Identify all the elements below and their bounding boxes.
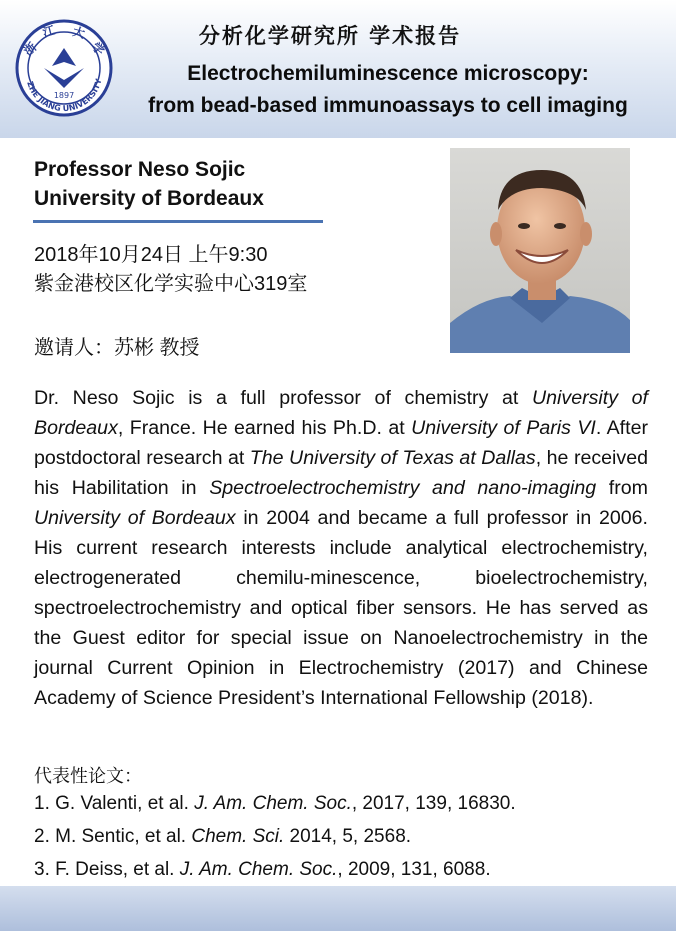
svg-text:学: 学 [89,39,108,59]
text-run: , he received his Habilitation in [34,447,648,499]
svg-text:浙: 浙 [20,39,40,59]
institute-heading: 分析化学研究所 学术报告 [198,23,462,48]
publications-heading: 代表性论文： [34,766,142,786]
svg-text:ZHE JIANG UNIVERSITY: ZHE JIANG UNIVERSITY [25,77,104,114]
text-run: , 2017, 139, 16830. [351,793,516,814]
text-run: 3. F. Deiss, et al. [34,859,180,880]
svg-text:江: 江 [41,23,57,40]
portrait-photo-icon [450,148,630,353]
speaker-affiliation: University of Bordeaux [34,187,264,210]
talk-title-line2: from bead-based immunoassays to cell imaging [148,94,628,117]
text-run: 2. M. Sentic, et al. [34,826,192,847]
svg-text:大: 大 [71,24,87,42]
divider-rule [33,220,323,223]
event-location: 紫金港校区化学实验中心319室 [34,273,308,295]
text-run: 2014, 5, 2568. [284,826,412,847]
italic-text: The University of Texas at Dallas [249,447,536,469]
italic-text: J. Am. Chem. Soc. [179,859,338,880]
speaker-name: Professor Neso Sojic [34,158,246,181]
italic-text: J. Am. Chem. Soc. [194,793,352,814]
publication-item [34,825,516,858]
footer-band [0,886,676,931]
speaker-bio [34,383,648,713]
publication-list [34,792,516,891]
event-info [34,241,307,299]
text-run: , 2009, 131, 6088. [337,859,491,880]
event-date-time: 2018年10月24日 上午9:30 [34,244,268,266]
zju-seal-icon [14,18,114,118]
talk-title-line1: Electrochemiluminescence microscopy: [187,62,589,85]
italic-text: University of Bordeaux [34,507,236,529]
speaker-photo [450,148,630,353]
text-run: from [596,477,648,499]
text-run: Dr. Neso Sojic is a full professor of chemistry at [34,387,532,409]
italic-text: University of Bordeaux [34,387,648,439]
speaker-block [34,155,264,213]
text-run: . After postdoctoral research at [34,417,648,469]
svg-text:1897: 1897 [53,91,75,100]
italic-text: University of Paris VI [411,417,596,439]
event-inviter: 邀请人：苏彬 教授 [34,337,200,359]
text-run: , France. He earned his Ph.D. at [117,417,412,439]
text-run: 1. G. Valenti, et al. [34,793,195,814]
italic-text: Chem. Sci. [191,826,285,847]
publication-item [34,792,516,825]
italic-text: Spectroelectrochemistry and nano-imaging [209,477,597,499]
text-run: in 2004 and became a full professor in 2006. His current research interests include analytical electrochemistry, electrogenerated chemilu-minescence, bioelectrochemistry, spectroelectrochemistry and optical fiber sensors. He has served as the Guest editor for special issue on Nanoelectrochemistry in the journal Current Opinion in Electrochemistry (2017) and Chinese Academy of Science President’s International Fellowship (2018). [34,507,648,709]
zju-logo [14,18,114,118]
